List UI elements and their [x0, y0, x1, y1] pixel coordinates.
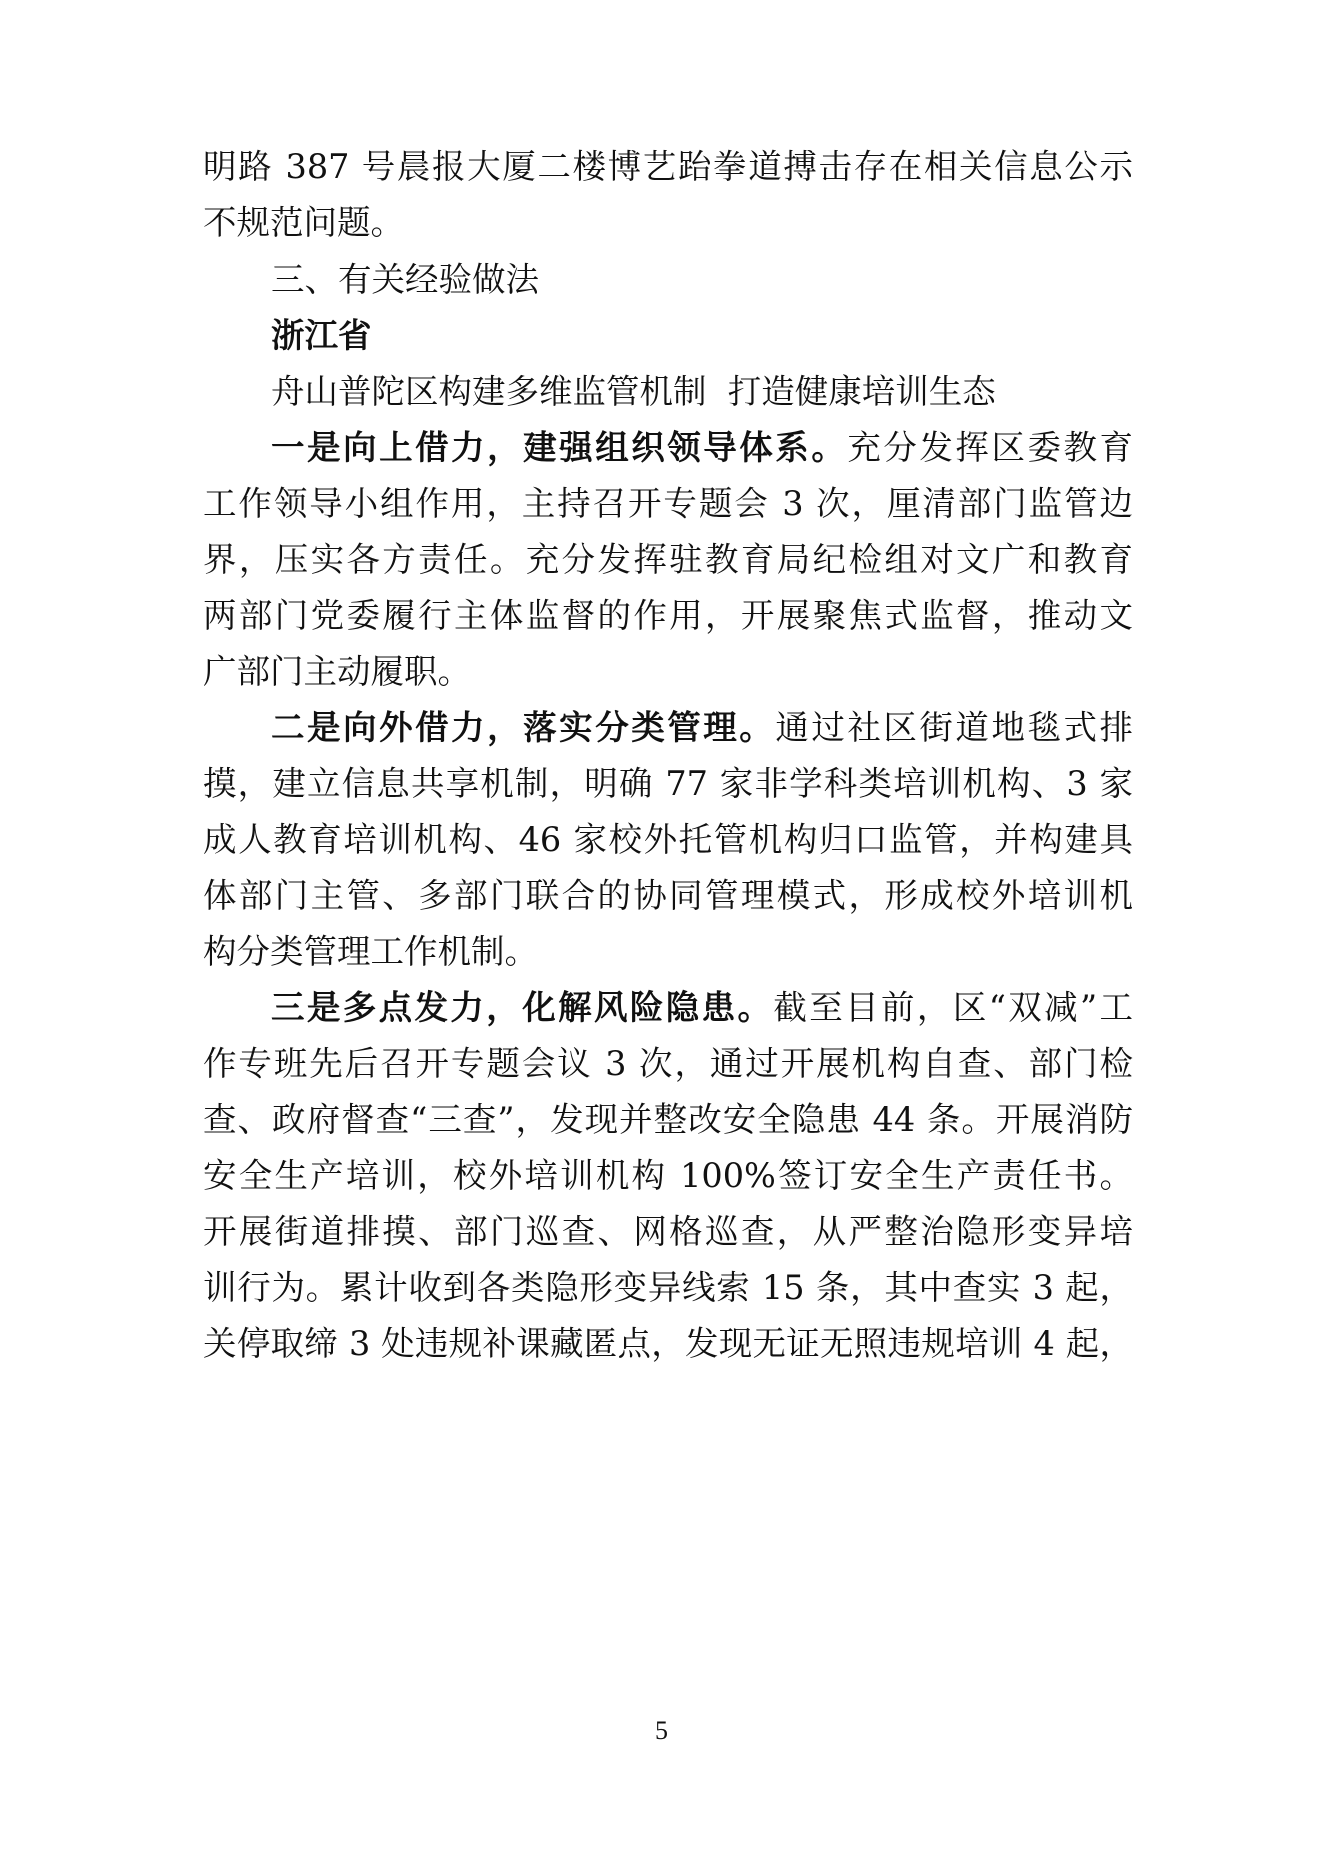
- province-heading: 浙江省: [271, 316, 372, 355]
- paragraph-first-line: [271, 428, 1133, 468]
- paragraph-text: 充分发挥区委教育: [847, 428, 1134, 467]
- page-number: 5: [655, 1716, 668, 1745]
- body-text-line: 训行为。累计收到各类隐形变异线索 15 条，其中查实 3 起，: [203, 1268, 1133, 1307]
- body-text-line: 构分类管理工作机制。: [203, 932, 538, 971]
- body-text-line: 工作领导小组作用，主持召开专题会 3 次，厘清部门监管边: [203, 484, 1133, 523]
- body-text-line: 作专班先后召开专题会议 3 次，通过开展机构自查、部门检: [203, 1044, 1133, 1083]
- body-text-line: 查、政府督查“三查”，发现并整改安全隐患 44 条。开展消防: [203, 1100, 1133, 1139]
- body-text-line: 广部门主动履职。: [203, 652, 471, 691]
- body-text-line: 成人教育培训机构、46 家校外托管机构归口监管，并构建具: [203, 820, 1133, 859]
- paragraph-text: 截至目前，区“双减”工: [773, 988, 1133, 1027]
- paragraph-lead: 二是向外借力，落实分类管理。: [271, 708, 776, 747]
- body-text-line: 明路 387 号晨报大厦二楼博艺跆拳道搏击存在相关信息公示: [203, 147, 1133, 186]
- body-text-line: 体部门主管、多部门联合的协同管理模式，形成校外培训机: [203, 876, 1133, 915]
- paragraph-first-line: [271, 708, 1133, 748]
- paragraph-text: 通过社区街道地毯式排: [775, 708, 1134, 747]
- body-text-line: 开展街道排摸、部门巡查、网格巡查，从严整治隐形变异培: [203, 1212, 1133, 1251]
- body-text-line: 界，压实各方责任。充分发挥驻教育局纪检组对文广和教育: [203, 540, 1133, 579]
- body-text-line: 摸，建立信息共享机制，明确 77 家非学科类培训机构、3 家: [203, 764, 1133, 803]
- body-text-line: 安全生产培训，校外培训机构 100%签订安全生产责任书。: [203, 1156, 1133, 1195]
- body-text-line: 关停取缔 3 处违规补课藏匿点，发现无证无照违规培训 4 起，: [203, 1324, 1133, 1363]
- body-text-line: 两部门党委履行主体监督的作用，开展聚焦式监督，推动文: [203, 596, 1133, 635]
- section-heading: 三、有关经验做法: [271, 260, 539, 299]
- paragraph-lead: 一是向上借力，建强组织领导体系。: [271, 428, 848, 467]
- body-text-line: 不规范问题。: [203, 203, 404, 242]
- case-title: 舟山普陀区构建多维监管机制 打造健康培训生态: [271, 372, 996, 411]
- paragraph-first-line: [271, 988, 1133, 1028]
- paragraph-lead: 三是多点发力，化解风险隐患。: [271, 988, 774, 1027]
